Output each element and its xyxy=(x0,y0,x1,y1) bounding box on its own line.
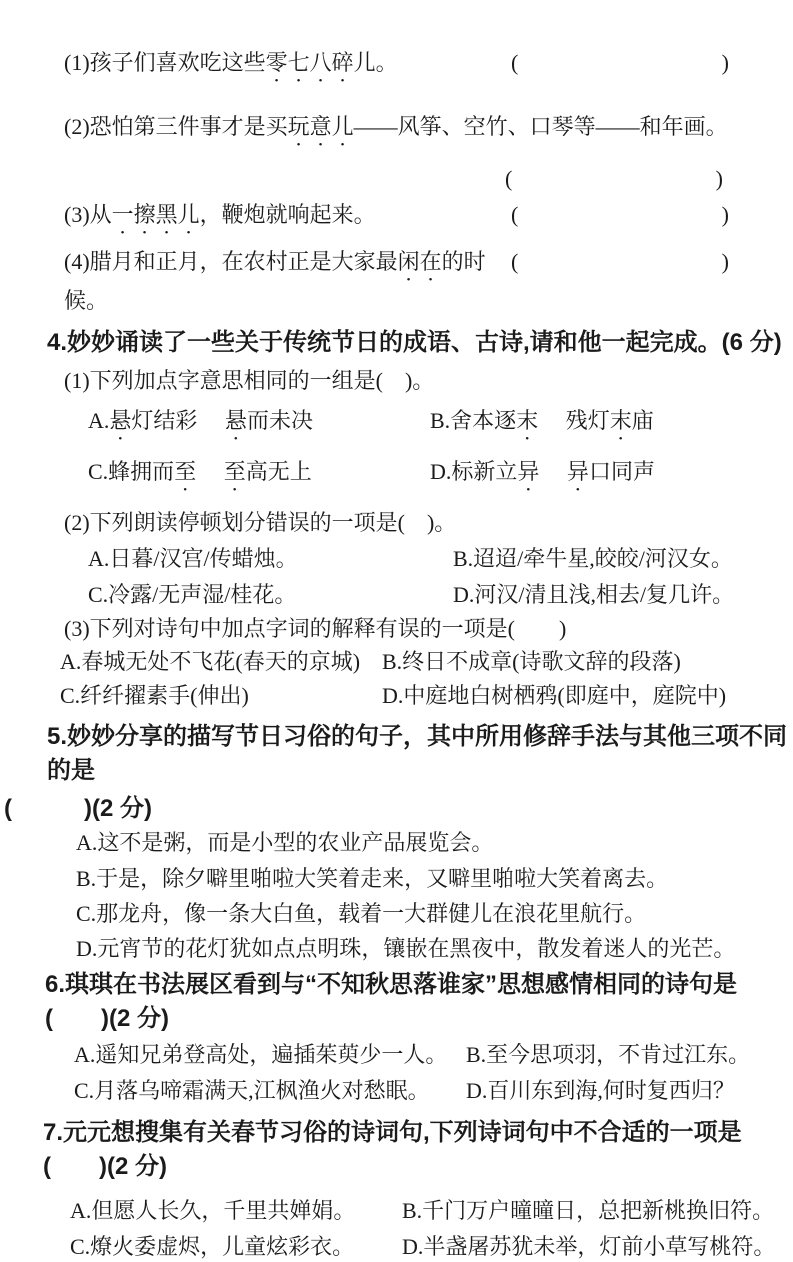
option-d: D.半盏屠苏犹未举，灯前小草写桃符。 xyxy=(402,1234,776,1259)
item-2-text xyxy=(64,112,728,151)
plain-text: 而未决 xyxy=(246,408,313,433)
bracket-open: ( xyxy=(511,249,519,274)
bracket-close: ) xyxy=(715,166,723,191)
plain-text: 儿。 xyxy=(353,50,398,75)
option-c xyxy=(88,457,430,496)
plain-text: C.蜂拥而 xyxy=(88,459,175,484)
option-c: C.冷露/无声湿/桂花。 xyxy=(88,582,297,607)
option-b xyxy=(430,406,654,445)
question-7-options-row-1 xyxy=(0,1196,793,1226)
question-4-1-prompt: (1)下列加点字意思相同的一组是( )。 xyxy=(64,368,435,393)
question-6-options-row-1 xyxy=(0,1040,793,1070)
option-d: D.河汉/清且浅,相去/复几许。 xyxy=(453,582,735,607)
option-c: C.燎火委虚烬，儿童炫彩衣。 xyxy=(70,1234,355,1259)
question-7-options-row-2 xyxy=(0,1232,793,1262)
question-5-heading-line-2: ( )(2 分) xyxy=(4,795,152,822)
question-4-3-options-row-2 xyxy=(0,681,793,711)
option-a: A.春城无处不飞花(春天的京城) xyxy=(60,649,361,674)
emphasized-text: 零七八碎 xyxy=(265,50,354,75)
item-2-answer-bracket xyxy=(505,164,723,194)
question-5-option-a xyxy=(0,828,793,858)
plain-text: D.标新立 xyxy=(430,459,518,484)
question-7-heading: 7.元元想搜集有关春节习俗的诗词句,下列诗词句中不合适的一项是( )(2 分) xyxy=(43,1119,742,1180)
question-4-1-options-row-2 xyxy=(0,457,793,496)
item-3 xyxy=(0,200,793,239)
emphasized-text: 异 xyxy=(566,459,589,484)
emphasized-text: 异 xyxy=(517,459,540,484)
item-3-answer-bracket xyxy=(511,200,729,230)
bracket-close: ) xyxy=(721,50,729,75)
bracket-open: ( xyxy=(511,202,519,227)
option-c: C.月落乌啼霜满天,江枫渔火对愁眠。 xyxy=(74,1078,430,1103)
item-2-answer-row xyxy=(0,164,793,194)
bracket-close: ) xyxy=(721,202,729,227)
plain-text: 庙 xyxy=(631,408,654,433)
option-d: D.百川东到海,何时复西归？ xyxy=(466,1078,735,1103)
item-1-answer-bracket xyxy=(511,48,729,78)
bracket-open: ( xyxy=(511,50,519,75)
option-c: C.那龙舟，像一条大白鱼，载着一大群健儿在浪花里航行。 xyxy=(76,901,647,926)
plain-text: 灯结彩 xyxy=(131,408,225,433)
item-1-text xyxy=(64,48,398,87)
plain-text: (1)孩子们喜欢吃这些 xyxy=(64,50,266,75)
plain-text: 的时候。 xyxy=(64,249,486,313)
emphasized-text: 玩意儿 xyxy=(287,114,354,139)
emphasized-text: 一擦黑儿 xyxy=(111,202,200,227)
emphasized-text: 悬 xyxy=(109,408,132,433)
question-4-3-prompt: (3)下列对诗句中加点字词的解释有误的一项是( ) xyxy=(64,616,567,641)
option-d: D.中庭地白树栖鸦(即庭中，庭院中) xyxy=(382,683,727,708)
plain-text: 高无上 xyxy=(245,459,312,484)
option-a xyxy=(88,406,430,445)
option-b: B.迢迢/牵牛星,皎皎/河汉女。 xyxy=(453,546,733,571)
item-2 xyxy=(0,112,793,151)
plain-text xyxy=(539,459,567,484)
emphasized-text: 末 xyxy=(516,408,539,433)
option-a: A.这不是粥，而是小型的农业产品展览会。 xyxy=(76,830,494,855)
option-c: C.纤纤擢素手(伸出) xyxy=(60,683,249,708)
question-4-2-prompt: (2)下列朗读停顿划分错误的一项是( )。 xyxy=(64,510,457,535)
option-a: A.日暮/汉宫/传蜡烛。 xyxy=(88,546,298,571)
emphasized-text: 至 xyxy=(174,459,197,484)
option-a: A.遥知兄弟登高处，遍插茱萸少一人。 xyxy=(74,1042,448,1067)
plain-text: 残灯 xyxy=(538,408,610,433)
plain-text: (3)从 xyxy=(64,202,112,227)
option-b: B.至今思项羽，不肯过江东。 xyxy=(466,1042,751,1067)
question-4-1-options-row-1 xyxy=(0,406,793,445)
item-1 xyxy=(0,48,793,87)
option-a: A.但愿人长久，千里共婵娟。 xyxy=(70,1198,356,1223)
question-4-2-options-row-2 xyxy=(0,580,793,610)
emphasized-text: 悬 xyxy=(224,408,247,433)
question-5-option-b xyxy=(0,864,793,894)
question-5-option-d xyxy=(0,934,793,964)
plain-text: ——风筝、空竹、口琴等——和年画。 xyxy=(353,114,728,139)
question-6-options-row-2 xyxy=(0,1076,793,1106)
item-4-answer-bracket xyxy=(511,247,729,277)
question-4-2-options-row-1 xyxy=(0,544,793,574)
plain-text: A. xyxy=(88,408,110,433)
plain-text: B.舍本逐 xyxy=(430,408,517,433)
question-6-heading: 6.琪琪在书法展区看到与“不知秋思落谁家”思想感情相同的诗句是( )(2 分) xyxy=(45,971,738,1032)
plain-text: (4)腊月和正月，在农村正是大家最 xyxy=(64,249,398,274)
option-b: B.终日不成章(诗歌文辞的段落) xyxy=(382,649,681,674)
question-5-option-c xyxy=(0,899,793,929)
item-4 xyxy=(0,247,793,316)
question-4-3-options-row-1 xyxy=(0,647,793,677)
question-4-heading: 4.妙妙诵读了一些关于传统节日的成语、古诗,请和他一起完成。(6 分) xyxy=(47,329,782,356)
emphasized-text: 至 xyxy=(223,459,246,484)
option-b: B.于是，除夕噼里啪啦大笑着走来，又噼里啪啦大笑着离去。 xyxy=(76,866,669,891)
option-d xyxy=(430,457,655,496)
emphasized-text: 闲在 xyxy=(397,249,442,274)
option-d: D.元宵节的花灯犹如点点明珠，镶嵌在黑夜中，散发着迷人的光芒。 xyxy=(76,936,736,961)
plain-text: 口同声 xyxy=(588,459,655,484)
plain-text: ，鞭炮就响起来。 xyxy=(199,202,376,227)
plain-text: (2)恐怕第三件事才是买 xyxy=(64,114,288,139)
bracket-close: ) xyxy=(721,249,729,274)
emphasized-text: 末 xyxy=(609,408,632,433)
bracket-open: ( xyxy=(505,166,513,191)
item-4-text xyxy=(64,247,511,316)
plain-text xyxy=(196,459,224,484)
item-3-text xyxy=(64,200,376,239)
question-5-heading-line-1: 5.妙妙分享的描写节日习俗的句子，其中所用修辞手法与其他三项不同的是 xyxy=(47,723,788,784)
option-b: B.千门万户曈曈日，总把新桃换旧符。 xyxy=(402,1198,775,1223)
